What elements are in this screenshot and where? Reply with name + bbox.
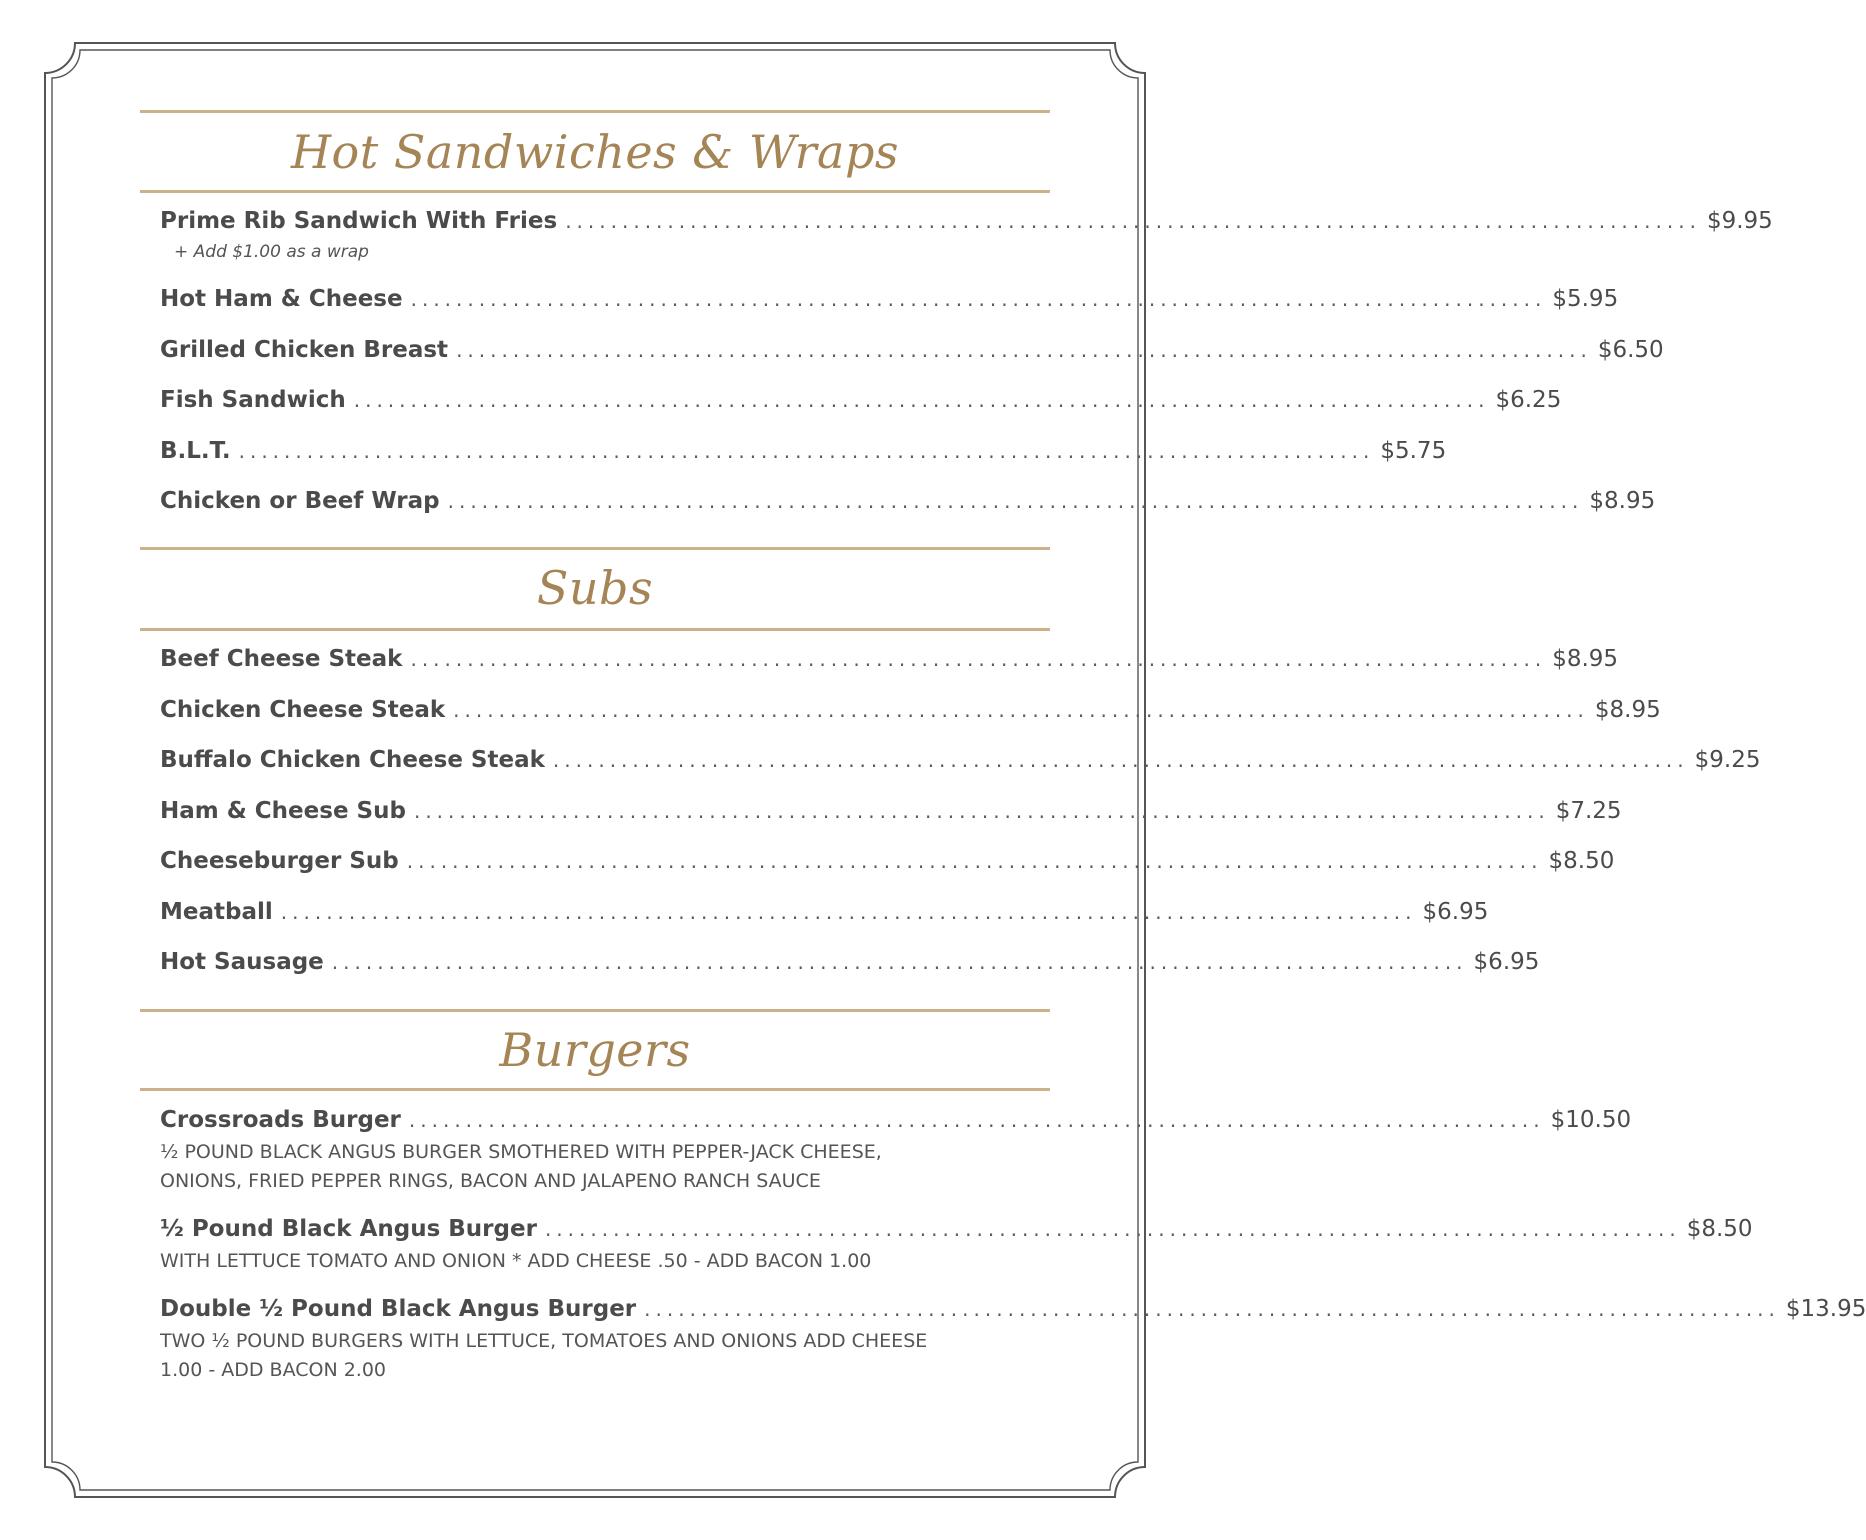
- item-name: Fish Sandwich: [160, 387, 346, 413]
- leader-dots: ....................................................................................................: [456, 338, 1592, 362]
- menu-item: [160, 897, 1489, 927]
- section-rule-bottom: [140, 190, 1050, 193]
- section-rule-bottom: [140, 628, 1050, 631]
- leader-dots: ....................................................................................................: [280, 900, 1417, 924]
- menu-item: [160, 436, 1447, 466]
- item-price: $8.95: [1594, 697, 1661, 723]
- section-title: Subs: [536, 561, 654, 615]
- leader-dots: ....................................................................................................: [410, 647, 1547, 671]
- section-rule-top: [140, 110, 1050, 113]
- leader-dots: ....................................................................................................: [453, 698, 1589, 722]
- menu-item: [160, 796, 1622, 826]
- section-title: Hot Sandwiches & Wraps: [290, 125, 900, 179]
- item-note: + Add $1.00 as a wrap: [174, 242, 369, 262]
- item-name: Double ½ Pound Black Angus Burger: [160, 1296, 637, 1322]
- menu-item: [160, 385, 1562, 415]
- menu-item: [160, 644, 1619, 674]
- item-name: ½ Pound Black Angus Burger: [160, 1216, 537, 1242]
- leader-dots: ....................................................................................................: [406, 849, 1543, 873]
- item-description: [160, 1247, 980, 1276]
- item-price: $6.50: [1597, 337, 1664, 363]
- item-description: [160, 1327, 980, 1385]
- item-name: Hot Ham & Cheese: [160, 286, 403, 312]
- menu-item: [160, 206, 1773, 236]
- section-rule-bottom: [140, 1088, 1050, 1091]
- description-line: ½ POUND BLACK ANGUS BURGER SMOTHERED WITH PEPPER-JACK CHEESE,: [160, 1141, 882, 1163]
- menu-item: [160, 335, 1664, 365]
- item-price: $5.75: [1380, 438, 1447, 464]
- description-line: TWO ½ POUND BURGERS WITH LETTUCE, TOMATOES AND ONIONS ADD CHEESE: [160, 1330, 928, 1352]
- item-price: $6.95: [1422, 899, 1489, 925]
- item-name: Prime Rib Sandwich With Fries: [160, 208, 558, 234]
- leader-dots: ....................................................................................................: [644, 1297, 1780, 1321]
- menu-item: [160, 1294, 1866, 1324]
- item-price: $8.50: [1548, 848, 1615, 874]
- item-name: Cheeseburger Sub: [160, 848, 399, 874]
- item-price: $8.95: [1589, 488, 1656, 514]
- section-rule-top: [140, 547, 1050, 550]
- item-name: Beef Cheese Steak: [160, 646, 403, 672]
- item-price: $6.25: [1495, 387, 1562, 413]
- menu-item: [160, 745, 1761, 775]
- item-name: Ham & Cheese Sub: [160, 798, 406, 824]
- item-price: $6.95: [1473, 949, 1540, 975]
- item-name: Chicken Cheese Steak: [160, 697, 446, 723]
- section-rule-top: [140, 1009, 1050, 1012]
- item-price: $13.95: [1785, 1296, 1866, 1322]
- item-description: [160, 1138, 980, 1196]
- description-line: WITH LETTUCE TOMATO AND ONION * ADD CHEESE .50 - ADD BACON 1.00: [160, 1250, 872, 1272]
- leader-dots: ....................................................................................................: [408, 1108, 1545, 1132]
- leader-dots: ....................................................................................................: [410, 287, 1547, 311]
- item-price: $10.50: [1550, 1107, 1632, 1133]
- item-price: $5.95: [1552, 286, 1619, 312]
- item-name: Hot Sausage: [160, 949, 324, 975]
- item-name: Chicken or Beef Wrap: [160, 488, 440, 514]
- menu-item: [160, 846, 1615, 876]
- item-name: Grilled Chicken Breast: [160, 337, 449, 363]
- item-price: $7.25: [1555, 798, 1622, 824]
- menu-item: [160, 695, 1661, 725]
- leader-dots: ....................................................................................................: [565, 209, 1701, 233]
- leader-dots: ....................................................................................................: [413, 799, 1550, 823]
- section-title: Burgers: [499, 1023, 691, 1077]
- menu-item: [160, 947, 1540, 977]
- leader-dots: ....................................................................................................: [544, 1217, 1681, 1241]
- item-price: $9.25: [1694, 747, 1761, 773]
- leader-dots: ....................................................................................................: [331, 950, 1468, 974]
- leader-dots: ....................................................................................................: [552, 748, 1689, 772]
- item-price: $8.95: [1552, 646, 1619, 672]
- item-name: Crossroads Burger: [160, 1107, 401, 1133]
- item-name: Buffalo Chicken Cheese Steak: [160, 747, 545, 773]
- description-line: 1.00 - ADD BACON 2.00: [160, 1359, 387, 1381]
- leader-dots: ....................................................................................................: [238, 439, 1375, 463]
- item-name: B.L.T.: [160, 438, 231, 464]
- menu-item: [160, 486, 1656, 516]
- menu-item: [160, 1214, 1753, 1244]
- menu-item: [160, 1105, 1632, 1135]
- item-price: $9.95: [1706, 208, 1773, 234]
- leader-dots: ....................................................................................................: [353, 388, 1490, 412]
- menu-item: [160, 284, 1619, 314]
- item-name: Meatball: [160, 899, 273, 925]
- description-line: ONIONS, FRIED PEPPER RINGS, BACON AND JALAPENO RANCH SAUCE: [160, 1170, 821, 1192]
- leader-dots: ....................................................................................................: [447, 489, 1584, 513]
- item-price: $8.50: [1686, 1216, 1753, 1242]
